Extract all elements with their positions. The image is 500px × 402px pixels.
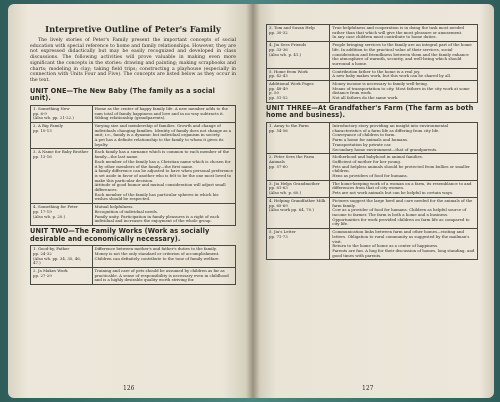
cell-line: p. 50 <box>269 90 279 96</box>
cell-line: 4. Something for Peter <box>33 204 78 210</box>
table-row <box>31 204 236 226</box>
table-row <box>267 154 478 181</box>
cell-line: Varying size and membership of families. Growth and change of individuals changing families. Identity of family does not change as a unit; i.e., family is a dynamic but individual organism in society. <box>94 122 232 138</box>
concept-cell <box>92 204 236 226</box>
story-cell <box>267 154 330 181</box>
concept-cell <box>330 154 478 181</box>
story-cell <box>267 42 330 69</box>
story-cell <box>267 229 330 260</box>
cell-line: (Also work pp. 64, 70.) <box>269 207 314 213</box>
unit-one-heading: UNIT ONE—The New Baby (The family as a social unit). <box>30 86 215 103</box>
cell-line: A new baby makes work, but this work can be shared by all. <box>332 73 452 79</box>
cell-line: pp. 65-69 <box>269 202 288 208</box>
story-cell <box>31 149 93 204</box>
story-cell <box>267 25 330 42</box>
cell-line: 5. Home from Work <box>269 68 308 74</box>
cell-line: Secondary home environment—that of grandparents. <box>332 146 438 152</box>
table-row <box>267 25 478 42</box>
unit-three-heading: UNIT THREE—At Grandfather's Farm (The farm as both home and business). <box>266 103 474 120</box>
story-cell <box>267 180 330 197</box>
concept-cell <box>92 246 236 268</box>
table-row <box>267 81 478 103</box>
table-row <box>31 149 236 204</box>
cell-line: Communication links between farm and other homes—visiting and letters. Obligation to rural community as suggested by the mailman's visit. <box>332 229 470 244</box>
cell-line: Sibling relationship (grandparents). <box>94 115 166 121</box>
cell-line: Each member of the family has a Christian name which is chosen for it by other members of the family—the first name. <box>94 158 231 169</box>
cell-line: pp. 71-73 <box>269 233 288 239</box>
cell-line: Pictures suggest the large herd and care needed for the animals of the farm family. <box>332 197 473 208</box>
table-row <box>267 42 478 69</box>
intro-paragraph: The lively stories of Peter's Family present the important concepts of social education with special reference to home and family relationships. However, they are not expressed didactically but may be easily recognized and developed in class discussions. The following activities will prove valuable in making even more significant the concepts in the stories: drawing and painting; making scrapbooks and charts; modeling in clay; taking field trips; constructing a playhouse (especially in connection with Units Four and Five). The concepts are listed below as they occur in the text. <box>30 38 236 83</box>
cell-line: 1. Something New <box>33 105 70 111</box>
page-number-right: 127 <box>362 385 374 392</box>
cell-line: True helpfulness and cooperation is in doing the task most needed rather than that which will give the most pleasure or amusement. <box>332 25 464 35</box>
story-cell <box>267 68 330 80</box>
cell-line: 5. Jiu's Letter <box>269 229 296 235</box>
left-page <box>8 4 252 398</box>
cell-line: (Also wb. pp. 21-22.) <box>33 115 74 121</box>
cell-line: Money is not the only standard or criterion of accomplishment. <box>94 250 220 256</box>
cell-line: 1. Away to the Farm <box>269 123 309 129</box>
concept-cell <box>330 229 478 260</box>
cell-line: Each family has a surname which is common to each member of the family—the last name. <box>94 149 230 160</box>
cell-line: 4. Helping Grandfather Milk <box>269 197 326 203</box>
cell-line: Pets and helpless animals should be protected from bullies or smaller children. <box>332 163 470 174</box>
story-cell <box>267 197 330 228</box>
cell-line: 2. Ja Makes Work <box>33 267 68 273</box>
cell-line: Conveyance of children to farm. <box>332 132 396 138</box>
cell-line: 2. Peter Sees the Farm Animals <box>269 154 315 164</box>
cell-line: Recognition of individual needs. <box>94 208 158 214</box>
cell-line: Parents are fun. A hug for their discussion of homes, long standing, and good times with parents. <box>332 247 475 258</box>
table-row <box>267 197 478 228</box>
concept-cell <box>92 105 236 122</box>
cell-line: Opportunities for work provided children on farm life as compared to city life. <box>332 216 470 227</box>
cell-line: pp. 24-32 <box>33 250 52 256</box>
cell-line: Money income is necessary to family well-being. <box>332 81 428 87</box>
open-book <box>8 4 494 398</box>
cell-line: pp. 57-60 <box>269 163 288 169</box>
cell-line: A pet has a definite relationship to the family to whom it gives its loyalty. <box>94 137 224 147</box>
table-row <box>267 180 478 197</box>
unit-two-continued-table <box>266 24 478 103</box>
cell-line: Home as the center of happy family life. A new member adds to the sum total of family happiness and love and in no way subtracts it. <box>94 105 228 116</box>
cell-line: pp. 13-16 <box>33 154 52 160</box>
table-row <box>267 123 478 154</box>
table-row <box>267 229 478 260</box>
cell-line: Sufficient of mother for her young. <box>332 158 402 164</box>
table-row <box>267 68 478 80</box>
unit-one-table <box>30 105 236 226</box>
concept-cell <box>330 81 478 103</box>
cell-line: Means of transportation to city. Most fathers in the city work at some distance from work. <box>332 85 470 96</box>
cell-line: Difference between mother's and father's duties to the family. <box>94 246 217 252</box>
concept-cell <box>92 122 236 149</box>
story-cell <box>267 81 330 103</box>
concept-cell <box>330 68 478 80</box>
unit-three-table <box>266 122 478 260</box>
cell-line: pp. 10-13 <box>33 127 52 133</box>
cell-line: 3. A Name for Baby Brother <box>33 149 89 155</box>
cell-line: People bringing services to the family are an integral part of the home life. In addition to the practical value of their services, social consideration and friendliness between them and the family enhance the atmosphere of warmth, security, and well-being which should surround a home. <box>332 42 472 66</box>
concept-cell <box>330 42 478 69</box>
cell-line: Training and care of pets should be assumed by children as far as practicable. A sense of responsibility is necessary even in childhood and is a highly desirable quality worth striving for. <box>94 267 229 283</box>
cell-line: (Also wb. p. 41.) <box>269 51 302 57</box>
cell-line: Cow as a provider of food for humans. Children as helpful source of income to farmer. The farm is both a home and a business. <box>332 207 467 217</box>
story-cell <box>31 204 93 226</box>
cell-line: Motherhood and babyhood in animal families. <box>332 154 424 160</box>
cell-line: Each member of the family has particular spheres in which his wishes should be respected. <box>94 191 219 202</box>
story-cell <box>31 246 93 268</box>
cell-line: Farm a home for animals and humans. <box>332 137 409 143</box>
cell-line: 1. Good-by, Father <box>33 246 70 252</box>
unit-two-heading: UNIT TWO—The Family Works (Work as socially desirable and economically necessary). <box>30 226 210 243</box>
cell-line: Transportation by private car. <box>332 141 392 147</box>
cell-line: pp. 48-49 <box>269 85 288 91</box>
cell-line: (Also wb. p. 60.) <box>269 190 302 196</box>
concept-cell <box>330 25 478 42</box>
cell-line: 2. A Big Family <box>33 122 63 128</box>
cell-line: The home-keeping work of a woman on a farm, its resemblance to and differences from that of city women. <box>332 180 472 191</box>
cell-line: (Also wb. pp. 34, 35, 46, 47.) <box>33 255 81 266</box>
cell-line: A family difference can be adjusted to have when personal preference is set aside in favor of another who is felt to be the one most loved to make this particular decision. <box>94 168 233 183</box>
cell-line: In any case children must contribute to home duties. <box>332 34 437 40</box>
cell-line: pp. 33-36 <box>269 46 288 52</box>
right-page <box>252 4 494 398</box>
concept-cell <box>330 123 478 154</box>
cell-line: 4. Jiu Sees Friends <box>269 42 307 48</box>
story-cell <box>31 122 93 149</box>
table-row <box>31 267 236 284</box>
story-cell <box>31 105 93 122</box>
table-row <box>31 122 236 149</box>
page-number-left: 126 <box>123 385 135 392</box>
cell-line: Contribution father to the home is a real joy. <box>332 68 421 74</box>
table-row <box>31 246 236 268</box>
cell-line: Pets are not work animals but can be helpful in certain ways. <box>332 190 454 196</box>
concept-cell <box>330 197 478 228</box>
cell-line: Children can definitely contribute to the tone of family welfare. <box>94 255 220 261</box>
cell-line: pp. 30-32 <box>269 29 288 35</box>
cell-line: Attitude of good humor and mutual consideration will adjust small differences. <box>94 182 226 193</box>
cell-line: 3. Tom and Susan Help <box>269 25 315 30</box>
story-cell <box>267 123 330 154</box>
concept-cell <box>330 180 478 197</box>
cell-line: pp. 51-52 <box>269 95 288 101</box>
cell-line: Additional Work Pages <box>269 81 314 87</box>
cell-line: Family unity. Participation in family pleasures is a right of each individual and increases the enjoyment of the whole group. <box>94 213 220 224</box>
table-row <box>31 105 236 122</box>
concept-cell <box>92 149 236 204</box>
cell-line: pp. 42-43 <box>269 73 288 79</box>
cell-line: Mutual helpfulness. <box>94 204 134 210</box>
unit-two-table <box>30 245 236 285</box>
cell-line: pp. 61-63 <box>269 185 288 191</box>
book-gutter <box>246 4 260 398</box>
concept-cell <box>92 267 236 284</box>
cell-line: Hens as providers of food for humans. <box>332 173 408 179</box>
cell-line: pp. 6-9 <box>33 110 47 116</box>
cell-line: 3. Jiu Helps Grandmother <box>269 180 320 186</box>
page-title: Interpretive Outline of Peter's Family <box>45 24 221 34</box>
cell-line: pp. 54-56 <box>269 127 288 133</box>
story-cell <box>31 267 93 284</box>
cell-line: Not all fathers do the same work. <box>332 95 399 101</box>
cell-line: pp. 17-19 <box>33 208 52 214</box>
cell-line: Introductory story providing an insight into environmental characteristics of a farm life as differing from city life. <box>332 123 449 133</box>
cell-line: pp. 27-29 <box>33 272 52 278</box>
cell-line: (Also wb. p. 20.) <box>33 213 66 219</box>
cell-line: Return to the home of home as a center of happiness. <box>332 243 439 249</box>
